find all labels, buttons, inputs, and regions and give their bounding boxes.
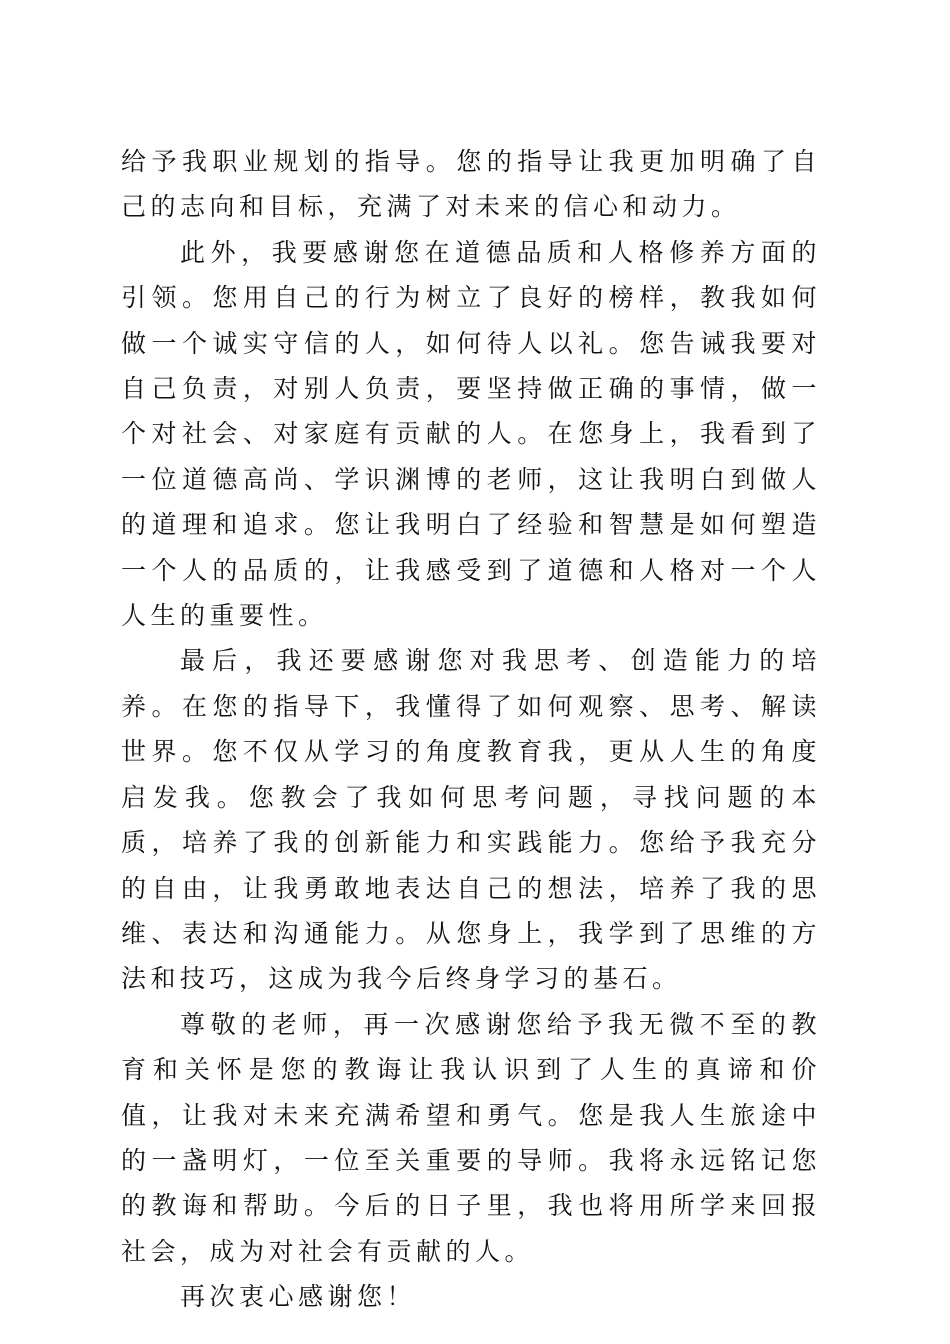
paragraph-closing: 再次衷心感谢您！ <box>180 1282 417 1312</box>
paragraph-thinking-ability: 最后，我还要感谢您对我思考、创造能力的培养。在您的指导下，我懂得了如何观察、思考、解读世界。您不仅从学习的角度教育我，更从人生的角度启发我。您教会了我如何思考问题，寻找问题的本质，培养了我的创新能力和实践能力。您给予我充分的自由，让我勇敢地表达自己的想法，培养了我的思维、表达和沟通能力。从您身上，我学到了思维的方法和技巧，这成为我今后终身学习的基石。 <box>121 646 821 994</box>
paragraph-moral-guidance: 此外，我要感谢您在道德品质和人格修养方面的引领。您用自己的行为树立了良好的榜样，教我如何做一个诚实守信的人，如何待人以礼。您告诫我要对自己负责，对别人负责，要坚持做正确的事情，做一个对社会、对家庭有贡献的人。在您身上，我看到了一位道德高尚、学识渊博的老师，这让我明白到做人的道理和追求。您让我明白了经验和智慧是如何塑造一个人的品质的，让我感受到了道德和人格对一个人人生的重要性。 <box>121 237 821 631</box>
paragraph-gratitude: 尊敬的老师，再一次感谢您给予我无微不至的教育和关怀是您的教诲让我认识到了人生的真谛和价值，让我对未来充满希望和勇气。您是我人生旅途中的一盏明灯，一位至关重要的导师。我将永远铭记您的教诲和帮助。今后的日子里，我也将用所学来回报社会，成为对社会有贡献的人。 <box>121 1009 821 1266</box>
letter-body <box>121 139 821 1320</box>
paragraph-continuation: 给予我职业规划的指导。您的指导让我更加明确了自己的志向和目标，充满了对未来的信心和动力。 <box>121 147 821 222</box>
